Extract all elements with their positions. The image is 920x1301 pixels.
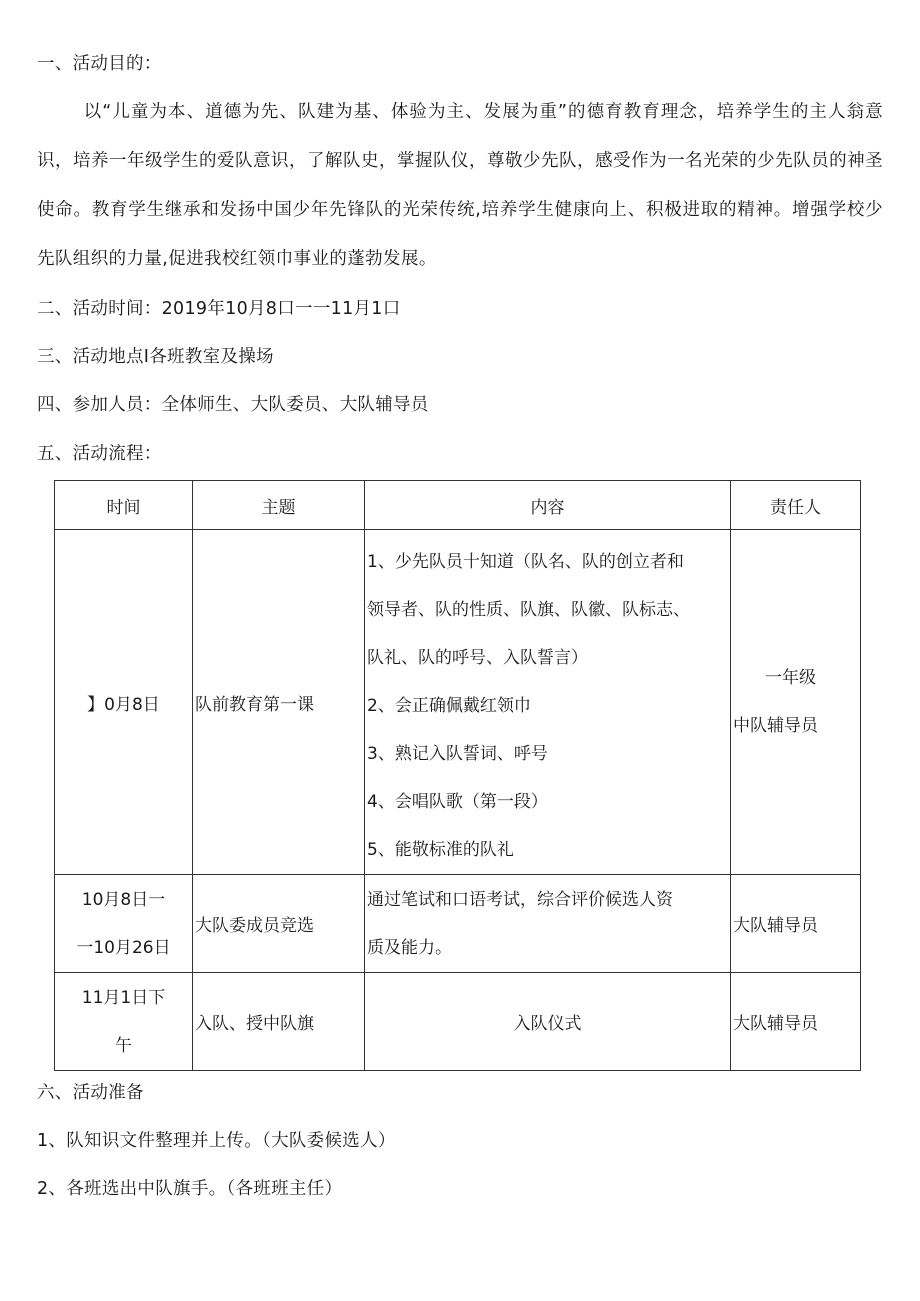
row2-theme: 大队委成员竞选 [193,875,365,973]
row3-content: 入队仪式 [365,973,731,1071]
place-line: 三、活动地点I各班教室及操场 [37,347,274,367]
row3-time [55,973,193,1071]
preparation-item-2: 2、各班选出中队旗手。（各班班主任） [37,1179,343,1199]
table-row [55,875,861,973]
table-row [55,973,861,1071]
row2-time-line2: 一10月26日 [76,937,171,958]
row2-time-line1: 10月8日一 [81,889,166,910]
header-theme: 主题 [193,481,365,530]
row1-content [365,530,731,875]
people-line: 四、参加人员：全体师生、大队委员、大队辅导员 [37,395,429,415]
row3-time-line2: 午 [115,1035,132,1056]
purpose-text: 以“儿童为本、道德为先、队建为基、体验为主、发展为重”的德育教育理念，培养学生的主人翁意识，培养一年级学生的爱队意识，了解队史，掌握队仪，尊敬少先队，感受作为一名光荣的少先队员的神圣使命。教育学生继承和发扬中国少年先锋队的光荣传统,培养学生健康向上、积极进取的精神。增强学校少先队组织的力量,促进我校红领巾事业的蓬勃发展。 [37,102,883,269]
row1-owner-line1: 一年级 [765,668,816,688]
list-item: 3、熟记入队誓词、呼号 [367,744,548,764]
preparation-item-1: 1、队知识文件整理并上传。（大队委候选人） [37,1131,396,1151]
row2-owner: 大队辅导员 [731,875,861,973]
purpose-paragraph [37,88,883,284]
row3-theme: 入队、授中队旗 [193,973,365,1071]
row1-time: 】0月8日 [55,530,193,875]
row1-theme: 队前教育第一课 [193,530,365,875]
activity-flow-table [54,480,861,1071]
list-item: 队礼、队的呼号、入队誓言） [367,648,588,668]
flow-heading: 五、活动流程： [37,444,162,464]
row2-content-line1: 通过笔试和口语考试，综合评价候选人资 [367,889,673,910]
list-item: 领导者、队的性质、队旗、队徽、队标志、 [367,600,690,620]
purpose-heading: 一、活动目的： [37,54,162,74]
row1-content-list [365,530,730,874]
row2-content-line2: 质及能力。 [367,937,452,958]
time-line: 二、活动时间：2019年10月8口一一11月1口 [37,299,401,319]
list-item: 1、少先队员十知道（队名、队的创立者和 [367,552,684,572]
row2-time [55,875,193,973]
header-owner: 责任人 [731,481,861,530]
row3-time-line1: 11月1日下 [81,987,166,1008]
row1-owner [731,530,861,875]
list-item: 4、会唱队歌（第一段） [367,792,548,812]
header-content: 内容 [365,481,731,530]
preparation-heading: 六、活动准备 [37,1083,144,1103]
row1-owner-line2: 中队辅导员 [733,716,818,736]
list-item: 2、会正确佩戴红领巾 [367,696,531,716]
row3-owner: 大队辅导员 [731,973,861,1071]
table-row [55,530,861,875]
row2-content [365,875,731,973]
table-header-row [55,481,861,530]
list-item: 5、能敬标准的队礼 [367,840,514,860]
header-time: 时间 [55,481,193,530]
